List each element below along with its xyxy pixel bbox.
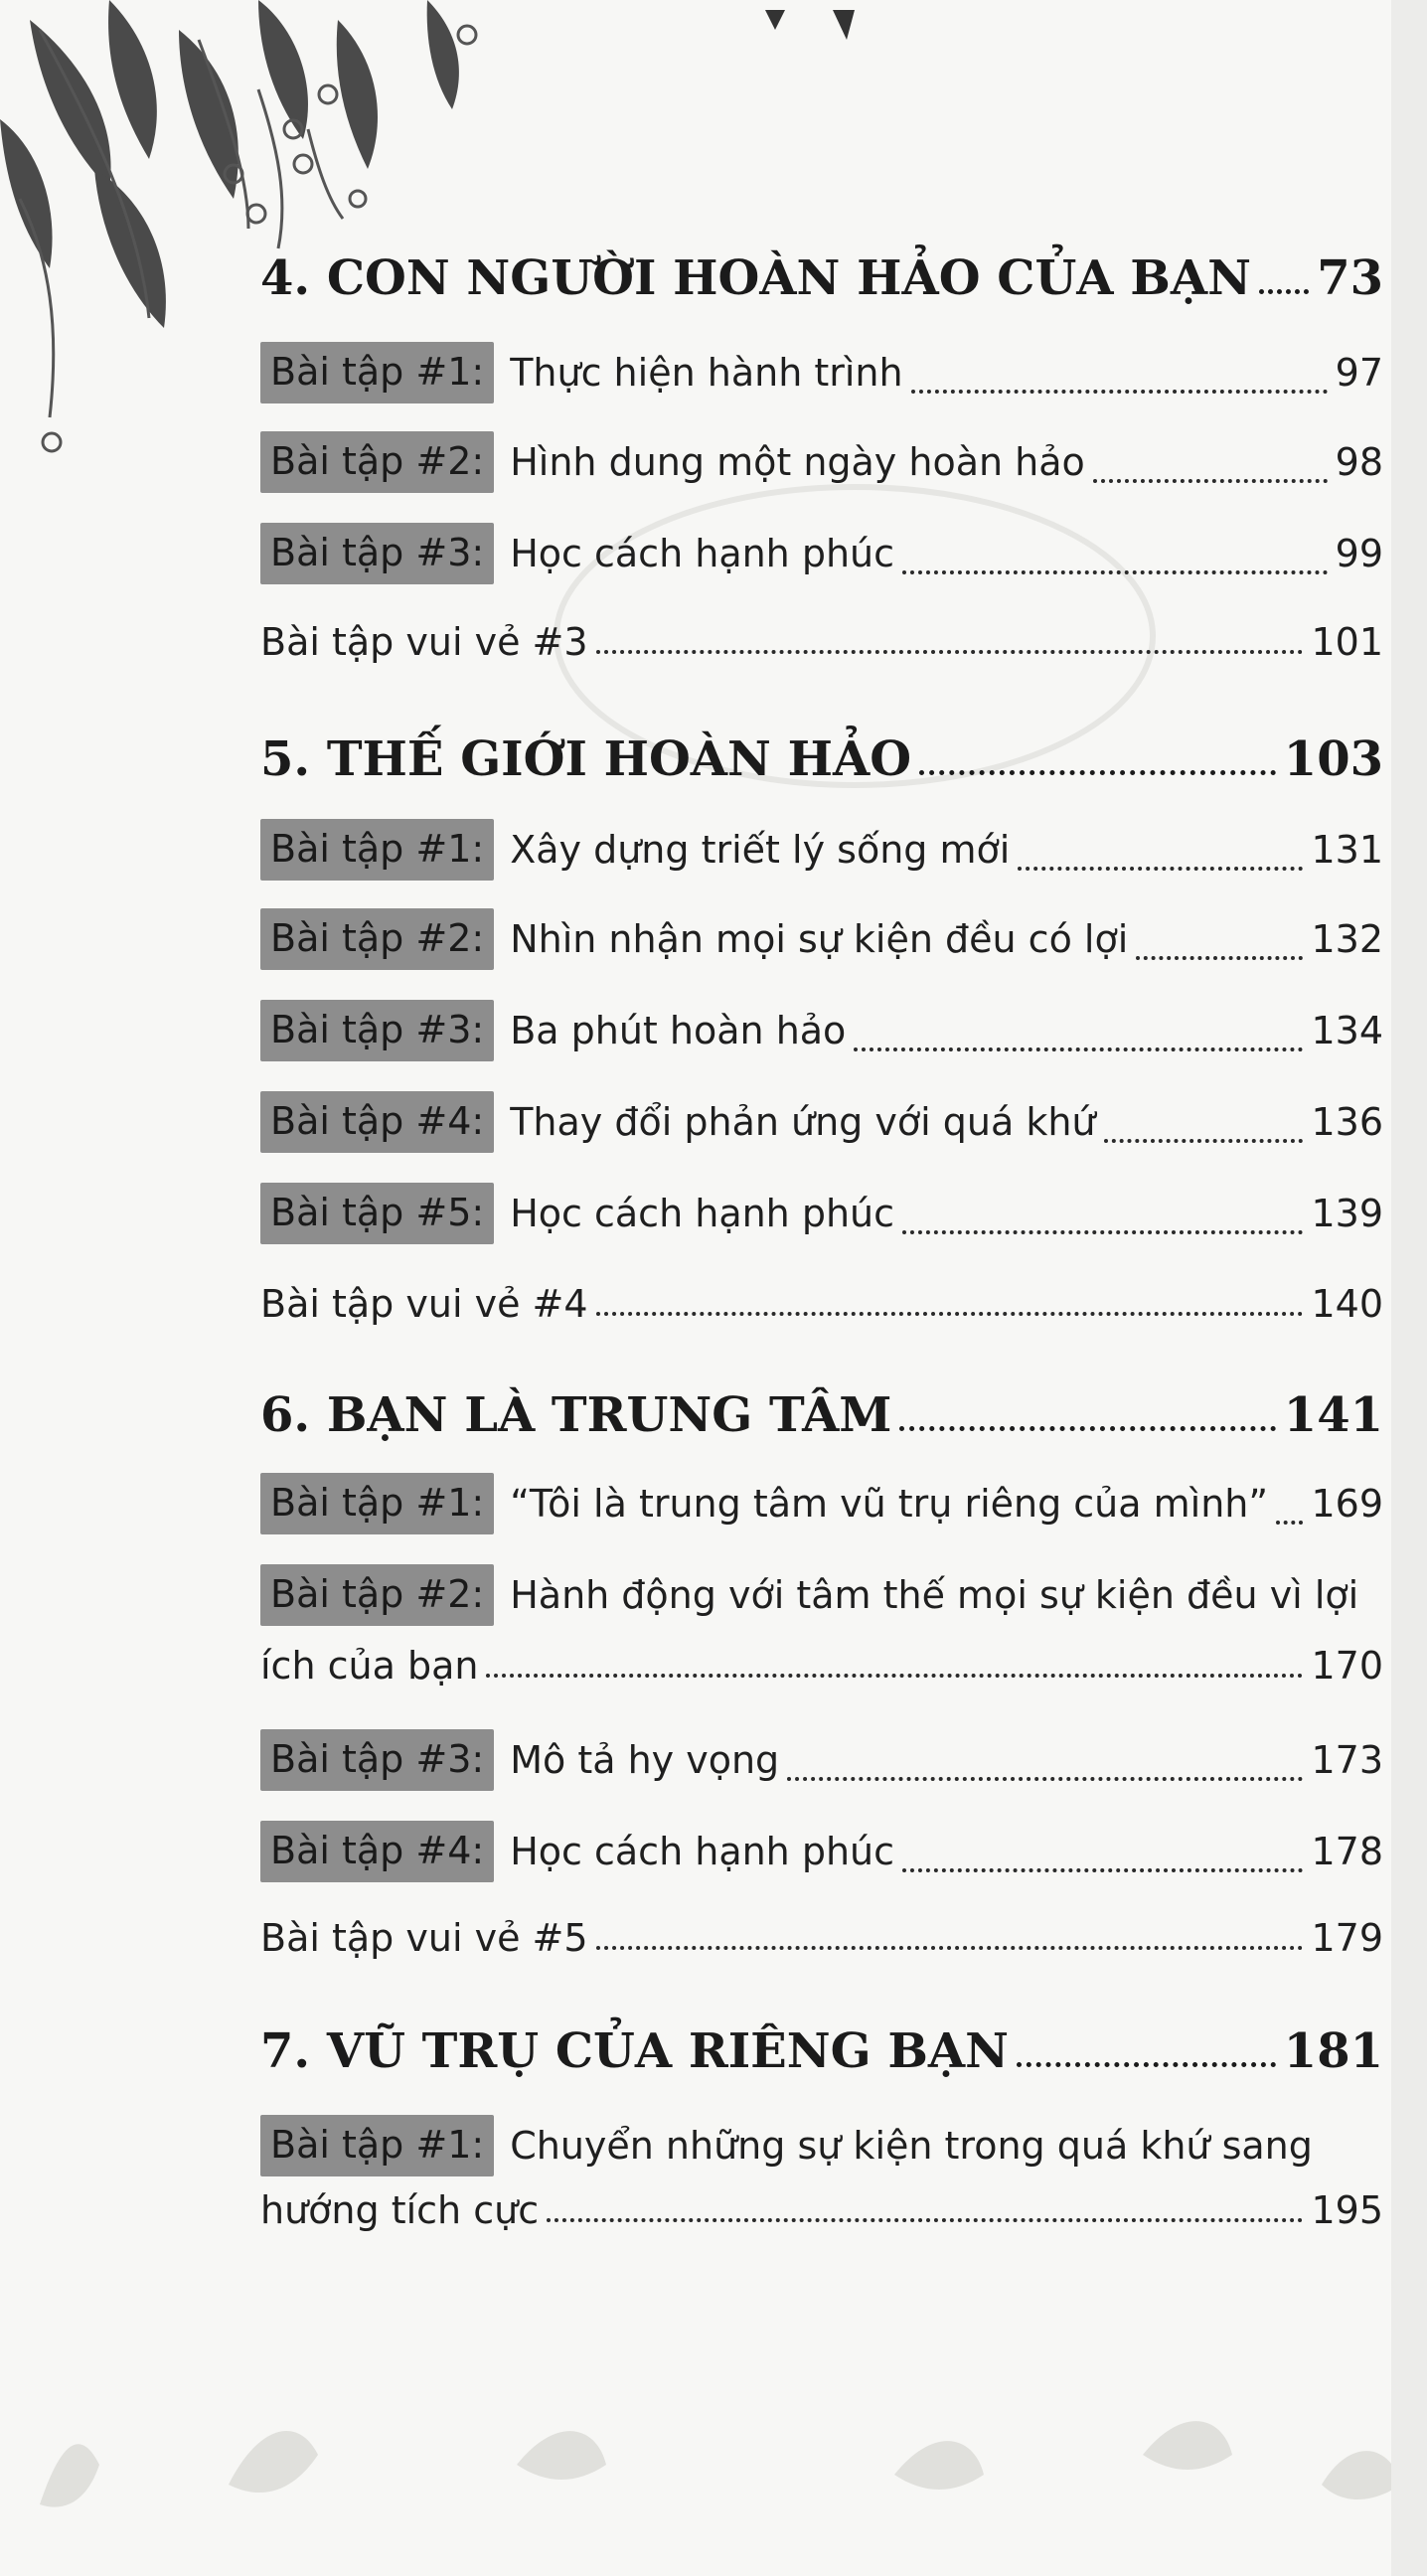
exercise-entry[interactable] [260, 1091, 1383, 1153]
page-number: 98 [1335, 440, 1383, 484]
dot-leader [596, 1946, 1304, 1950]
page-number: 73 [1317, 250, 1383, 306]
exercise-entry[interactable] [260, 1821, 1383, 1882]
dot-leader [596, 650, 1304, 654]
chapter-title: 7. VŨ TRỤ CỦA RIÊNG BẠN [260, 2023, 1010, 2079]
exercise-entry[interactable] [260, 1473, 1383, 1534]
exercise-entry[interactable] [260, 2115, 1383, 2176]
exercise-entry[interactable] [260, 908, 1383, 970]
exercise-title: Xây dựng triết lý sống mới [510, 828, 1011, 872]
page-number: 139 [1311, 1192, 1383, 1235]
chapter-title: 6. BẠN LÀ TRUNG TÂM [260, 1387, 892, 1443]
chapter-heading[interactable] [260, 1387, 1383, 1443]
exercise-entry[interactable] [260, 342, 1383, 403]
dot-leader [1104, 1139, 1304, 1143]
fun-exercise-title: Bài tập vui vẻ #4 [260, 1282, 588, 1326]
dot-leader [854, 1047, 1303, 1051]
exercise-continuation[interactable] [260, 1644, 1383, 1688]
exercise-title: Học cách hạnh phúc [510, 1830, 895, 1873]
page-number: 195 [1311, 2188, 1383, 2232]
exercise-entry[interactable] [260, 1564, 1383, 1626]
page-number: 97 [1335, 351, 1383, 395]
exercise-entry[interactable] [260, 1000, 1383, 1061]
dot-leader [1018, 867, 1303, 871]
page-number: 134 [1311, 1009, 1383, 1052]
page-number: 103 [1283, 731, 1383, 787]
exercise-label: Bài tập #4: [260, 1091, 494, 1153]
exercise-title-continuation: hướng tích cực [260, 2188, 540, 2232]
exercise-label: Bài tập #1: [260, 342, 494, 403]
dot-leader [1093, 479, 1328, 483]
page-number: 181 [1283, 2023, 1383, 2079]
exercise-continuation[interactable] [260, 2188, 1383, 2232]
exercise-title: Hình dung một ngày hoàn hảo [510, 440, 1085, 484]
exercise-label: Bài tập #1: [260, 2115, 494, 2176]
chapter-heading[interactable] [260, 250, 1383, 306]
dot-leader [486, 1674, 1303, 1678]
exercise-label: Bài tập #2: [260, 431, 494, 493]
page-number: 101 [1311, 620, 1383, 664]
fun-exercise-entry[interactable] [260, 1916, 1383, 1960]
fun-exercise-title: Bài tập vui vẻ #5 [260, 1916, 588, 1960]
exercise-label: Bài tập #1: [260, 819, 494, 881]
chapter-title: 4. CON NGƯỜI HOÀN HẢO CỦA BẠN [260, 250, 1251, 306]
page-number: 132 [1311, 917, 1383, 961]
exercise-title: Hành động với tâm thế mọi sự kiện đều vì lợi [510, 1573, 1359, 1617]
chapter-title: 5. THẾ GIỚI HOÀN HẢO [260, 731, 912, 787]
exercise-entry[interactable] [260, 1183, 1383, 1244]
exercise-title: Thay đổi phản ứng với quá khứ [510, 1100, 1096, 1144]
exercise-entry[interactable] [260, 1729, 1383, 1791]
exercise-label: Bài tập #3: [260, 523, 494, 584]
exercise-title: Học cách hạnh phúc [510, 1192, 895, 1235]
chapter-heading[interactable] [260, 2023, 1383, 2079]
exercise-label: Bài tập #2: [260, 1564, 494, 1626]
exercise-label: Bài tập #3: [260, 1000, 494, 1061]
exercise-title: Chuyển những sự kiện trong quá khứ sang [510, 2124, 1313, 2168]
dot-leader [596, 1312, 1304, 1316]
exercise-title: “Tôi là trung tâm vũ trụ riêng của mình” [510, 1482, 1269, 1526]
page-number: 131 [1311, 828, 1383, 872]
dot-leader [902, 1230, 1303, 1234]
fun-exercise-title: Bài tập vui vẻ #3 [260, 620, 588, 664]
dot-leader [1276, 1521, 1303, 1525]
dot-leader [1136, 956, 1303, 960]
page-number: 173 [1311, 1738, 1383, 1782]
exercise-label: Bài tập #1: [260, 1473, 494, 1534]
exercise-entry[interactable] [260, 819, 1383, 881]
exercise-entry[interactable] [260, 523, 1383, 584]
page-number: 179 [1311, 1916, 1383, 1960]
dot-leader [919, 770, 1276, 775]
dot-leader [902, 570, 1328, 574]
dot-leader [911, 390, 1328, 394]
dot-leader [899, 1426, 1275, 1431]
dot-leader [787, 1777, 1303, 1781]
exercise-label: Bài tập #3: [260, 1729, 494, 1791]
exercise-title-continuation: ích của bạn [260, 1644, 479, 1688]
exercise-title: Nhìn nhận mọi sự kiện đều có lợi [510, 917, 1129, 961]
page-number: 169 [1311, 1482, 1383, 1526]
exercise-title: Mô tả hy vọng [510, 1738, 780, 1782]
exercise-entry[interactable] [260, 431, 1383, 493]
page-number: 99 [1335, 532, 1383, 575]
exercise-title: Thực hiện hành trình [510, 351, 903, 395]
dot-leader [902, 1868, 1303, 1872]
dot-leader [1017, 2062, 1276, 2067]
chapter-heading[interactable] [260, 731, 1383, 787]
page-number: 136 [1311, 1100, 1383, 1144]
page-number: 140 [1311, 1282, 1383, 1326]
fun-exercise-entry[interactable] [260, 1282, 1383, 1326]
fun-exercise-entry[interactable] [260, 620, 1383, 664]
dot-leader [547, 2218, 1303, 2222]
page-number: 178 [1311, 1830, 1383, 1873]
dot-leader [1259, 289, 1309, 294]
exercise-title: Ba phút hoàn hảo [510, 1009, 847, 1052]
exercise-label: Bài tập #4: [260, 1821, 494, 1882]
exercise-label: Bài tập #5: [260, 1183, 494, 1244]
exercise-title: Học cách hạnh phúc [510, 532, 895, 575]
page-number: 170 [1311, 1644, 1383, 1688]
page-number: 141 [1283, 1387, 1383, 1443]
exercise-label: Bài tập #2: [260, 908, 494, 970]
